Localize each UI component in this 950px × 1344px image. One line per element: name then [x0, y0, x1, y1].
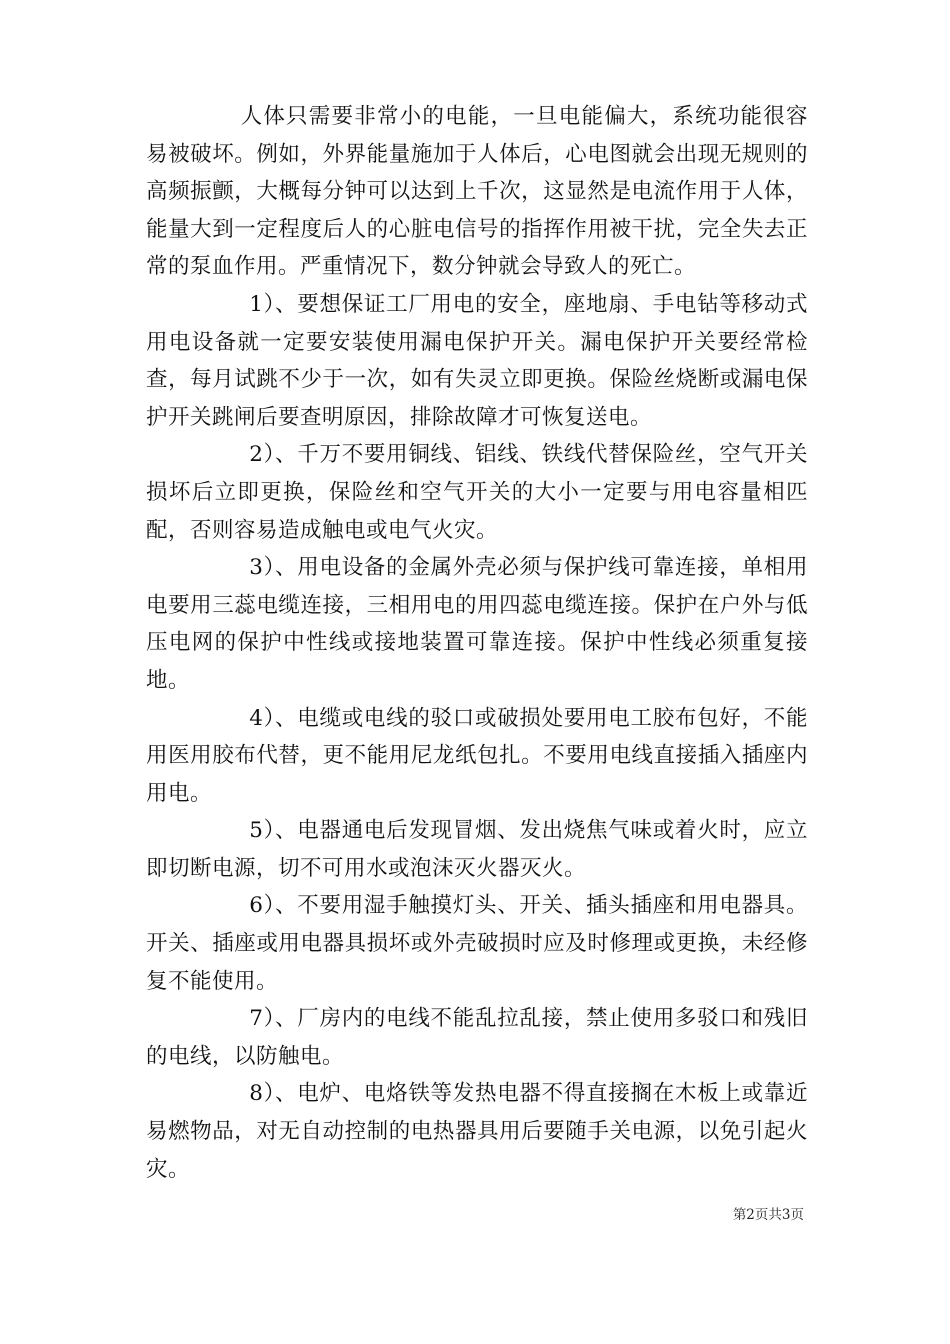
safety-item-8: 8）、电炉、电烙铁等发热电器不得直接搁在木板上或靠近易燃物品，对无自动控制的电热器具用后要随手关电源，以免引起火灾。 [146, 1081, 808, 1182]
page-number-footer: 第2页共3页 [732, 1207, 804, 1223]
intro-paragraph: 人体只需要非常小的电能，一旦电能偏大，系统功能很容易被破坏。例如，外界能量施加于人体后，心电图就会出现无规则的高频振颤，大概每分钟可以达到上千次，这显然是电流作用于人体，能量大到一定程度后人的心脏电信号的指挥作用被干扰，完全失去正常的泵血作用。严重情况下，数分钟就会导致人的死亡。 [146, 104, 808, 280]
document-page [146, 98, 808, 1188]
safety-item-2: 2）、千万不要用铜线、铝线、铁线代替保险丝，空气开关损坏后立即更换，保险丝和空气开关的大小一定要与用电容量相匹配，否则容易造成触电或电气火灾。 [146, 442, 808, 543]
safety-item-5: 5）、电器通电后发现冒烟、发出烧焦气味或着火时，应立即切断电源，切不可用水或泡沫灭火器灭火。 [146, 818, 808, 881]
safety-item-4: 4）、电缆或电线的驳口或破损处要用电工胶布包好，不能用医用胶布代替，更不能用尼龙纸包扎。不要用电线直接插入插座内用电。 [146, 705, 808, 806]
safety-item-7: 7）、厂房内的电线不能乱拉乱接，禁止使用多驳口和残旧的电线，以防触电。 [146, 1006, 808, 1069]
safety-item-1: 1）、要想保证工厂用电的安全，座地扇、手电钻等移动式用电设备就一定要安装使用漏电保护开关。漏电保护开关要经常检查，每月试跳不少于一次，如有失灵立即更换。保险丝烧断或漏电保护开关跳闸后要查明原因，排除故障才可恢复送电。 [146, 291, 808, 430]
safety-item-3: 3）、用电设备的金属外壳必须与保护线可靠连接，单相用电要用三蕊电缆连接，三相用电的用四蕊电缆连接。保护在户外与低压电网的保护中性线或接地装置可靠连接。保护中性线必须重复接地。 [146, 555, 808, 693]
safety-item-6: 6）、不要用湿手触摸灯头、开关、插头插座和用电器具。开关、插座或用电器具损坏或外壳破损时应及时修理或更换，未经修复不能使用。 [146, 893, 808, 994]
